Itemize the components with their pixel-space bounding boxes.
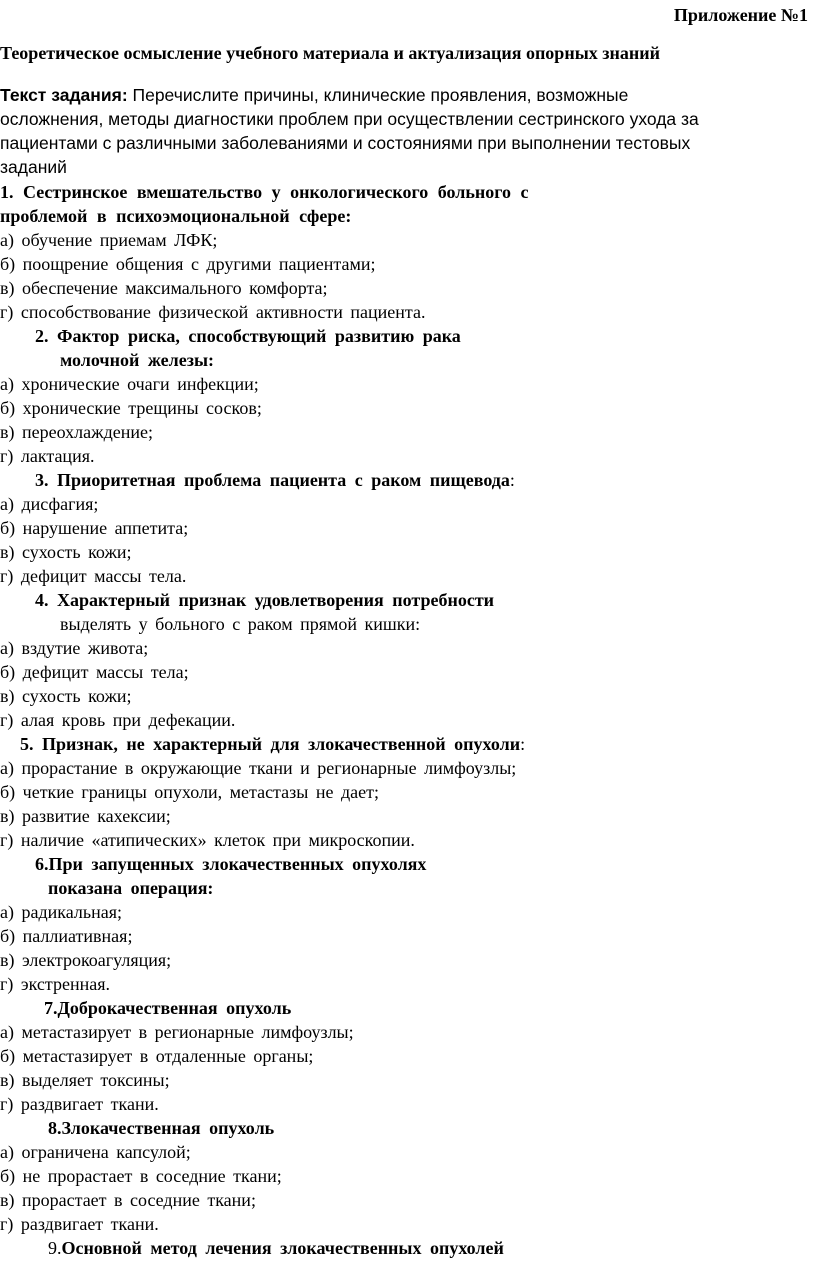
question-7-option-d: г) раздвигает ткани. (0, 1094, 159, 1114)
task-line-4: заданий (0, 157, 67, 177)
question-3-colon: : (509, 470, 515, 490)
question-8-option-b: б) не прорастает в соседние ткани; (0, 1166, 282, 1186)
question-3-option-a: а) дисфагия; (0, 494, 99, 514)
question-5-option-c: в) развитие кахексии; (0, 806, 171, 826)
task-text-tail: при выполнении тестовых (472, 133, 691, 153)
question-8-option-d: г) раздвигает ткани. (0, 1214, 159, 1234)
question-4-option-c: в) сухость кожи; (0, 686, 132, 706)
question-5-line-1 (20, 733, 816, 755)
question-9-line-1 (48, 1237, 816, 1259)
question-5-colon: : (520, 734, 526, 754)
task-line-1 (0, 84, 816, 106)
question-6-line-2: показана операция: (48, 878, 214, 898)
question-2-option-b: б) хронические трещины сосков; (0, 398, 262, 418)
question-7-line-1: 7.Доброкачественная опухоль (44, 998, 292, 1018)
question-3-option-d: г) дефицит массы тела. (0, 566, 187, 586)
question-8-option-a: а) ограничена капсулой; (0, 1142, 191, 1162)
question-9-text: Основной метод лечения злокачественных опухолей (61, 1238, 504, 1258)
question-8-option-c: в) прорастает в соседние ткани; (0, 1190, 256, 1210)
question-1-line-2: проблемой в психоэмоциональной сфере: (0, 206, 352, 226)
question-7-option-c: в) выделяет токсины; (0, 1070, 170, 1090)
question-3-text: 3. Приоритетная проблема пациента с раком пищевода (35, 470, 510, 490)
question-4-option-d: г) алая кровь при дефекации. (0, 710, 236, 730)
question-6-option-a: а) радикальная; (0, 902, 122, 922)
question-2-line-2: молочной железы: (60, 350, 214, 370)
question-1-option-d: г) способствование физической активности пациента. (0, 302, 426, 322)
question-4-option-b: б) дефицит массы тела; (0, 662, 189, 682)
question-1-option-c: в) обеспечение максимального комфорта; (0, 278, 328, 298)
task-text: Перечислите причины, клинические проявления, возможные (127, 85, 629, 105)
question-2-option-a: а) хронические очаги инфекции; (0, 374, 259, 394)
question-8-line-1: 8.Злокачественная опухоль (48, 1118, 275, 1138)
question-3-line-1 (35, 469, 816, 491)
question-1-line-1: 1. Сестринское вмешательство у онкологического больного с (0, 182, 529, 202)
question-7-option-a: а) метастазирует в регионарные лимфоузлы; (0, 1022, 354, 1042)
question-6-option-d: г) экстренная. (0, 974, 110, 994)
appendix-number: Приложение №1 (673, 5, 808, 25)
question-4-line-2: выделять у больного с раком прямой кишки: (60, 614, 421, 634)
question-1-option-b: б) поощрение общения с другими пациентами; (0, 254, 376, 274)
question-2-option-d: г) лактация. (0, 446, 95, 466)
question-5-option-b: б) четкие границы опухоли, метастазы не дает; (0, 782, 379, 802)
question-6-option-b: б) паллиативная; (0, 926, 133, 946)
task-line-3 (0, 132, 816, 154)
task-line-2: осложнения, методы диагностики проблем при осуществлении сестринского ухода за (0, 109, 699, 129)
question-6-option-c: в) электрокоагуляция; (0, 950, 172, 970)
question-5-text: 5. Признак, не характерный для злокачественной опухоли (20, 734, 521, 754)
question-2-line-1: 2. Фактор риска, способствующий развитию рака (35, 326, 461, 346)
document-title: Теоретическое осмысление учебного материала и актуализация опорных знаний (0, 43, 660, 63)
question-9-number: 9. (48, 1238, 62, 1258)
question-5-option-a: а) прорастание в окружающие ткани и регионарные лимфоузлы; (0, 758, 517, 778)
task-text-part: пациентами с различными заболеваниями и состояниями (0, 133, 473, 153)
question-1-option-a: а) обучение приемам ЛФК; (0, 230, 218, 250)
question-3-option-c: в) сухость кожи; (0, 542, 132, 562)
question-6-line-1: 6.При запущенных злокачественных опухолях (35, 854, 427, 874)
question-4-option-a: а) вздутие живота; (0, 638, 149, 658)
question-4-line-1: 4. Характерный признак удовлетворения потребности (35, 590, 495, 610)
task-label: Текст задания: (0, 85, 128, 105)
question-7-option-b: б) метастазирует в отдаленные органы; (0, 1046, 314, 1066)
question-3-option-b: б) нарушение аппетита; (0, 518, 189, 538)
question-5-option-d: г) наличие «атипических» клеток при микроскопии. (0, 830, 415, 850)
question-2-option-c: в) переохлаждение; (0, 422, 153, 442)
